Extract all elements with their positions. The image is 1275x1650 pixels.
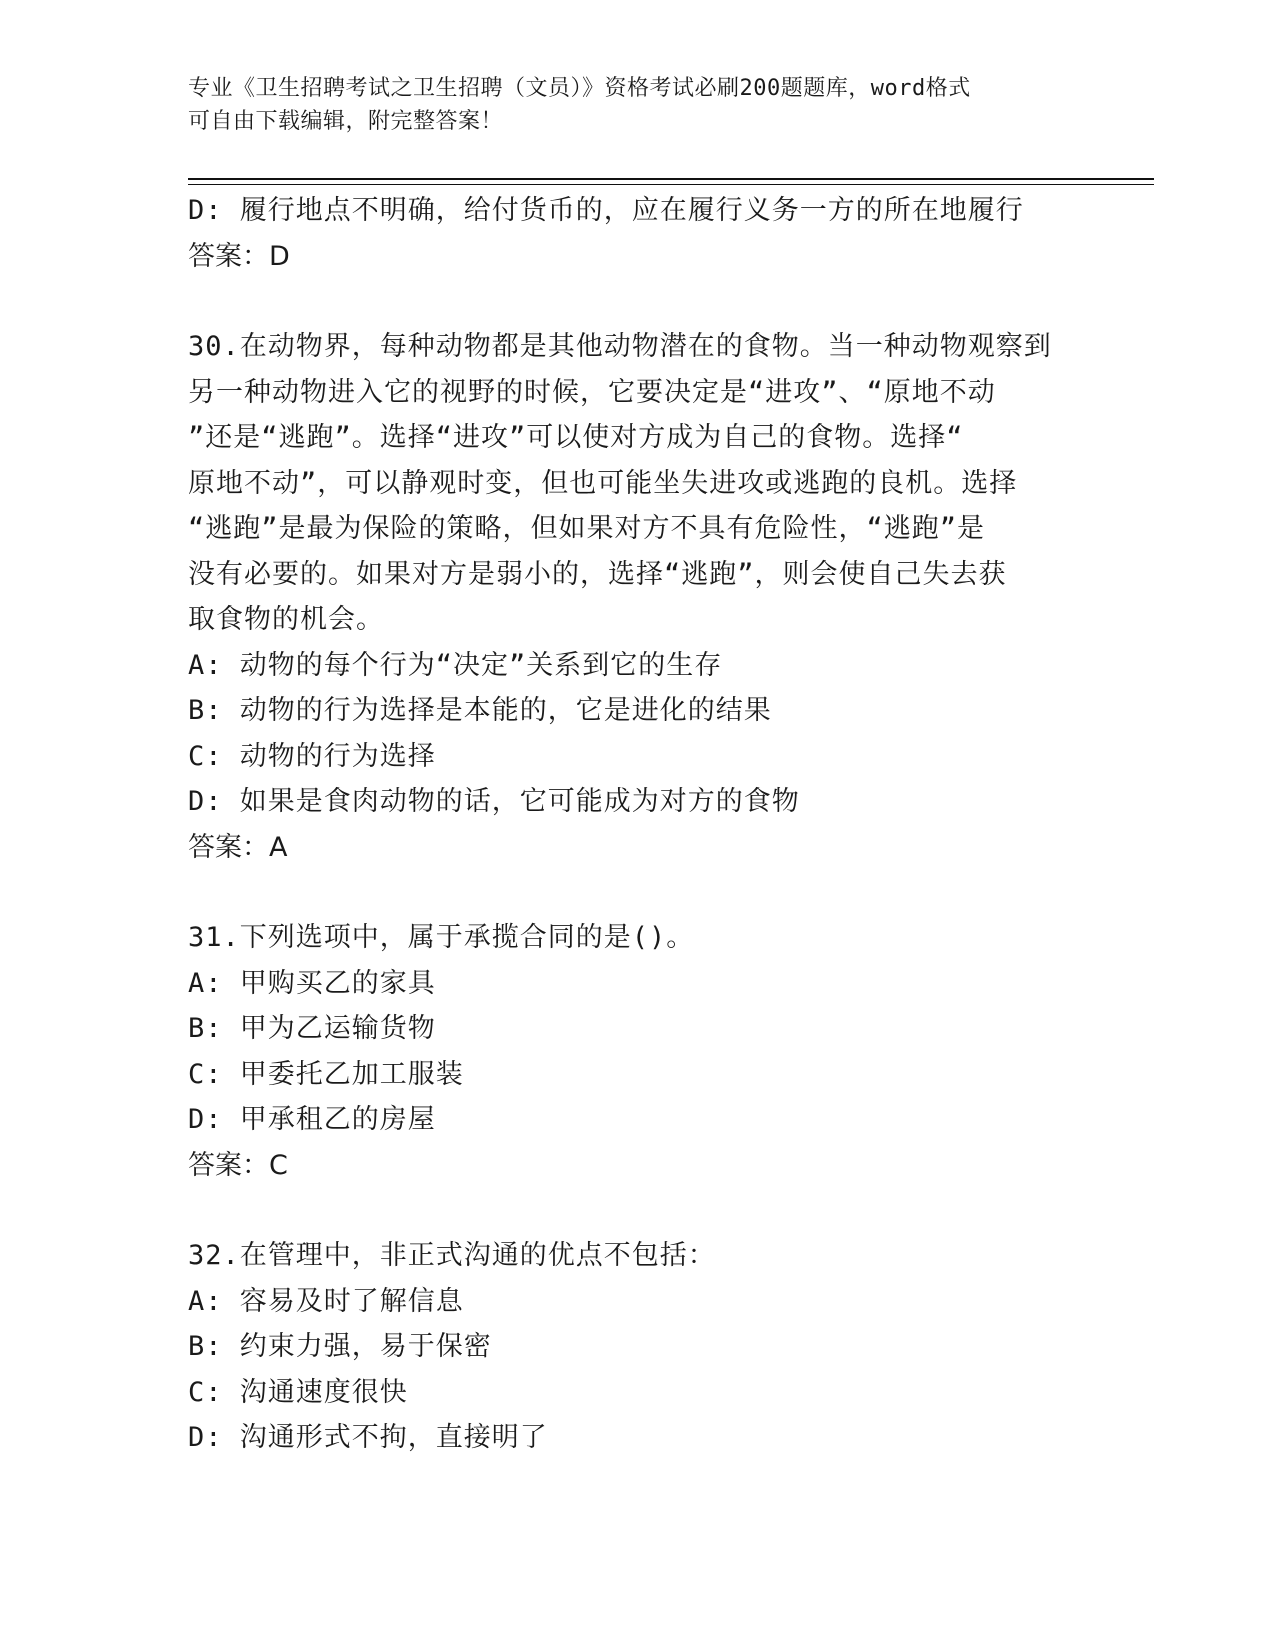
q30-stem-line: 30.在动物界，每种动物都是其他动物潜在的食物。当一种动物观察到 xyxy=(188,331,1052,362)
question-31 xyxy=(188,915,1088,1188)
q31-answer: 答案：C xyxy=(188,1149,288,1181)
document-body xyxy=(188,188,1088,1461)
q32-option-c: C: 沟通速度很快 xyxy=(188,1376,408,1408)
q31-option-c: C: 甲委托乙加工服装 xyxy=(188,1058,464,1090)
header-line-1: 专业《卫生招聘考试之卫生招聘（文员）》资格考试必刷200题题库，word格式 xyxy=(188,76,971,101)
q30-option-c: C: 动物的行为选择 xyxy=(188,740,436,772)
q30-stem-line: 没有必要的。如果对方是弱小的，选择“逃跑”，则会使自己失去获 xyxy=(188,558,1007,590)
q31-option-b: B: 甲为乙运输货物 xyxy=(188,1013,436,1044)
q30-stem-line: 另一种动物进入它的视野的时候，它要决定是“进攻”、“原地不动 xyxy=(188,376,996,408)
q32-option-a: A: 容易及时了解信息 xyxy=(188,1285,464,1317)
q30-stem-line: 原地不动”，可以静观时变，但也可能坐失进攻或逃跑的良机。选择 xyxy=(188,467,1018,499)
q30-answer: 答案：A xyxy=(188,831,288,863)
q31-option-a: A: 甲购买乙的家具 xyxy=(188,967,436,999)
header-rule-thick xyxy=(188,178,1154,180)
q31-option-d: D: 甲承租乙的房屋 xyxy=(188,1104,436,1135)
prev-answer: 答案：D xyxy=(188,240,290,272)
q30-option-a: A: 动物的每个行为“决定”关系到它的生存 xyxy=(188,649,723,681)
q32-option-d: D: 沟通形式不拘，直接明了 xyxy=(188,1422,548,1453)
q30-stem-line: 取食物的机会。 xyxy=(188,604,384,635)
spacer xyxy=(188,1188,1088,1233)
header-rule-thin xyxy=(188,184,1154,185)
q30-option-b: B: 动物的行为选择是本能的，它是进化的结果 xyxy=(188,695,772,726)
q30-stem-line: “逃跑”是最为保险的策略，但如果对方不具有危险性，“逃跑”是 xyxy=(188,513,986,544)
spacer xyxy=(188,279,1088,324)
question-30 xyxy=(188,324,1088,870)
q32-option-b: B: 约束力强，易于保密 xyxy=(188,1331,492,1362)
document-header xyxy=(188,72,1088,138)
q32-stem: 32.在管理中，非正式沟通的优点不包括： xyxy=(188,1240,716,1271)
spacer xyxy=(188,870,1088,915)
q31-stem: 31.下列选项中，属于承揽合同的是()。 xyxy=(188,922,695,953)
prev-option-d: D: 履行地点不明确，给付货币的，应在履行义务一方的所在地履行 xyxy=(188,195,1024,226)
question-32 xyxy=(188,1233,1088,1461)
q30-option-d: D: 如果是食肉动物的话，它可能成为对方的食物 xyxy=(188,786,800,817)
header-line-2: 可自由下载编辑，附完整答案！ xyxy=(188,109,504,134)
q30-stem-line: ”还是“逃跑”。选择“进攻”可以使对方成为自己的食物。选择“ xyxy=(188,422,964,453)
